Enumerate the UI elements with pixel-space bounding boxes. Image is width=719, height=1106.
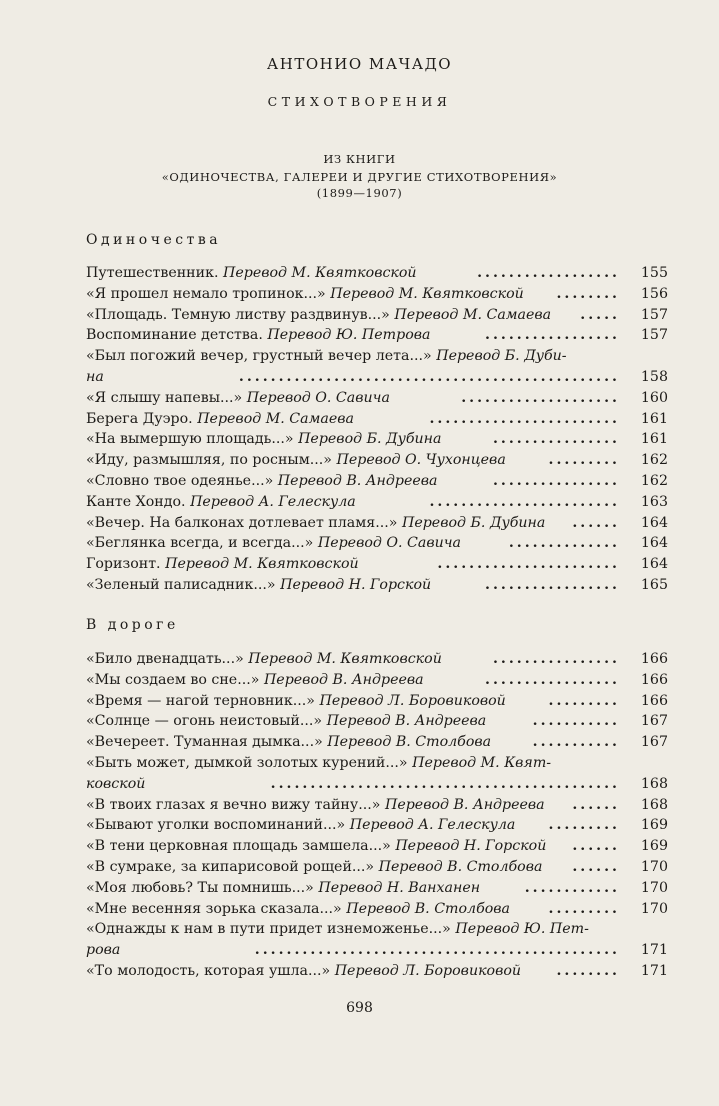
poem-title: «Бывают уголки воспоминаний...» — [86, 817, 346, 834]
poem-title: «В твоих глазах я вечно вижу тайну...» — [86, 796, 381, 813]
poem-title: «Быть может, дымкой золотых курений...» — [86, 755, 408, 771]
translator-credit: Перевод В. Андреева — [384, 796, 545, 813]
leader-dots: ................ — [492, 473, 620, 489]
poem-title: «Солнце — огонь неистовый...» — [86, 713, 323, 730]
translator-credit: Перевод Б. Дуби- — [436, 348, 567, 365]
poem-title: «Вечер. На балконах дотлевает пламя...» — [86, 514, 398, 531]
toc-entry-text — [86, 731, 491, 753]
poem-title: Воспоминание детства. — [86, 327, 263, 344]
toc-entry-text — [86, 491, 356, 513]
poem-title: «То молодость, которая ушла...» — [86, 963, 331, 979]
toc-entry[interactable] — [86, 449, 668, 471]
toc-entry[interactable] — [86, 491, 668, 513]
toc-entry-text — [86, 669, 424, 691]
leader-dots: ......... — [548, 817, 620, 834]
poem-title: «Моя любовь? Ты помнишь...» — [86, 879, 314, 896]
leader-dots: .................... — [461, 389, 620, 406]
translator-credit: Перевод Л. Боровиковой — [319, 692, 506, 709]
poem-title: «В сумраке, за кипарисовой рощей...» — [86, 859, 375, 875]
toc-entry[interactable] — [86, 387, 668, 409]
toc-entry-text — [86, 532, 461, 554]
book-title: «ОДИНОЧЕСТВА, ГАЛЕРЕИ И ДРУГИЕ СТИХОТВОРЕНИЯ» — [161, 170, 558, 184]
poem-title: «Мне весенняя зорька сказала...» — [86, 900, 342, 917]
toc-entry-continuation[interactable] — [86, 773, 668, 795]
toc-entry[interactable] — [86, 690, 668, 712]
poem-title: «Площадь. Темную листву раздвинув...» — [86, 306, 390, 323]
poem-title: «Мы создаем во сне...» — [86, 671, 260, 688]
poem-title: «Время — нагой терновник...» — [86, 692, 315, 709]
toc-entry-text — [86, 408, 354, 430]
toc-entry-text — [86, 512, 545, 534]
leader-dots: ................. — [485, 577, 620, 593]
leader-dots: ........... — [532, 713, 620, 730]
toc-entry-text — [86, 262, 417, 284]
page-ref: 161 — [640, 431, 668, 448]
toc-entry[interactable] — [86, 877, 668, 899]
page-ref: 168 — [640, 796, 668, 813]
toc-entry-text — [86, 470, 437, 492]
leader-dots: ................ — [492, 651, 620, 667]
toc-entry[interactable] — [86, 856, 668, 878]
book-years: (1899—1907) — [316, 186, 403, 200]
translator-credit: Перевод М. Квят- — [412, 755, 552, 771]
translator-credit: Перевод В. Андреева — [277, 473, 438, 489]
page-ref: 160 — [640, 389, 668, 406]
toc-entry[interactable] — [86, 553, 668, 575]
poem-title: «Я слышу напевы...» — [86, 389, 243, 406]
toc-entry-text — [86, 898, 510, 920]
toc-entry-text — [86, 835, 546, 857]
toc-entry-text — [86, 553, 359, 575]
leader-dots: ......... — [548, 452, 620, 469]
leader-dots: ........ — [556, 285, 620, 302]
page-ref: 165 — [640, 577, 668, 593]
leader-dots: ................. — [485, 671, 620, 688]
toc-entry[interactable] — [86, 283, 668, 305]
page-ref: 168 — [640, 775, 668, 792]
page-ref: 164 — [640, 514, 668, 531]
translator-credit: Перевод М. Квятковской — [330, 285, 524, 302]
leader-dots: ...... — [572, 838, 620, 855]
leader-dots: ...... — [572, 514, 620, 531]
translator-credit: Перевод М. Квятковской — [248, 651, 442, 667]
page-ref: 166 — [640, 692, 668, 709]
translator-credit: Перевод В. Столбова — [327, 734, 492, 751]
toc-entry-text — [86, 856, 542, 878]
toc-entry[interactable] — [86, 408, 668, 430]
leader-dots: ......... — [548, 692, 620, 709]
author-heading: АНТОНИО МАЧАДО — [266, 55, 453, 73]
poem-title: «Словно твое одеянье...» — [86, 473, 274, 489]
toc-entry-continuation[interactable] — [86, 366, 668, 388]
toc-entry[interactable] — [86, 794, 668, 816]
translator-credit: Перевод В. Столбова — [378, 859, 543, 875]
page-ref: 161 — [640, 410, 668, 427]
toc-entry-text — [86, 710, 486, 732]
translator-credit: Перевод Ю. Пет- — [455, 921, 589, 938]
toc-entry-continuation[interactable] — [86, 939, 668, 961]
poem-title: «Беглянка всегда, и всегда...» — [86, 535, 314, 552]
page-ref: 164 — [640, 535, 668, 552]
translator-credit: Перевод Б. Дубина — [401, 514, 546, 531]
leader-dots: ........................ — [429, 493, 620, 510]
page-ref: 171 — [640, 963, 668, 979]
poem-title: «На вымершую площадь...» — [86, 431, 294, 448]
leader-dots: .............................................. — [254, 942, 620, 959]
toc-entry-text — [86, 428, 441, 450]
translator-credit-continuation: ковской — [86, 775, 146, 792]
page-ref: 166 — [640, 671, 668, 688]
translator-credit: Перевод Л. Боровиковой — [334, 963, 522, 979]
toc-entry-text — [86, 574, 431, 596]
leader-dots: ................................................ — [238, 369, 620, 385]
leader-dots: ............................................ — [270, 775, 620, 792]
toc-entry[interactable] — [86, 669, 668, 691]
translator-credit: Перевод М. Самаева — [394, 306, 552, 323]
poem-title: Берега Дуэро. — [86, 410, 193, 427]
page-ref: 155 — [640, 265, 668, 281]
toc-entry[interactable] — [86, 814, 668, 836]
toc-entry-text — [86, 324, 430, 346]
page-ref: 162 — [640, 473, 668, 489]
toc-entry[interactable] — [86, 512, 668, 534]
toc-entry[interactable] — [86, 752, 668, 774]
leader-dots: ...... — [572, 796, 620, 813]
translator-credit: Перевод Ю. Петрова — [267, 327, 431, 344]
page-ref: 169 — [640, 817, 668, 834]
toc-entry-text — [86, 345, 567, 367]
toc-entry[interactable] — [86, 918, 668, 940]
poems-heading: СТИХОТВОРЕНИЯ — [267, 94, 452, 109]
page-ref: 158 — [640, 369, 668, 385]
section-heading: В дороге — [86, 617, 179, 633]
translator-credit: Перевод О. Савича — [246, 389, 390, 406]
translator-credit: Перевод Б. Дубина — [298, 431, 442, 448]
toc-entry-text — [86, 960, 521, 982]
leader-dots: ................. — [485, 327, 620, 344]
page-ref: 170 — [640, 900, 668, 917]
translator-credit: Перевод М. Квятковской — [165, 556, 359, 573]
toc-entry-text — [86, 752, 551, 774]
poem-title: Канте Хондо. — [86, 493, 186, 510]
translator-credit-continuation: рова — [86, 942, 121, 959]
page-ref: 170 — [640, 879, 668, 896]
page-ref: 171 — [640, 942, 668, 959]
toc-entry[interactable] — [86, 345, 668, 367]
toc-entry-text — [86, 794, 545, 816]
book-source-label: ИЗ КНИГИ — [323, 152, 396, 166]
toc-entry-text — [86, 283, 524, 305]
translator-credit: Перевод М. Самаева — [197, 410, 354, 427]
page-ref: 156 — [640, 285, 668, 302]
poem-title: «Был погожий вечер, грустный вечер лета...» — [86, 348, 432, 365]
leader-dots: ........................ — [429, 410, 620, 427]
translator-credit-continuation: на — [86, 369, 104, 385]
translator-credit: Перевод М. Квятковской — [223, 265, 417, 281]
poem-title: «Иду, размышляя, по росным...» — [86, 452, 332, 469]
section-heading: Одиночества — [86, 232, 222, 248]
page-ref: 170 — [640, 859, 668, 875]
leader-dots: ................ — [492, 431, 620, 448]
toc-entry-text — [86, 918, 589, 940]
poem-title: «Било двенадцать...» — [86, 651, 244, 667]
poem-title: Путешественник. — [86, 265, 219, 281]
toc-entry[interactable] — [86, 532, 668, 554]
page-ref: 169 — [640, 838, 668, 855]
translator-credit: Перевод В. Андреева — [263, 671, 424, 688]
poem-title: «Я прошел немало тропинок...» — [86, 285, 326, 302]
translator-credit: Перевод Н. Ванханен — [318, 879, 481, 896]
leader-dots: ....................... — [437, 556, 620, 573]
leader-dots: ......... — [548, 900, 620, 917]
toc-entry[interactable] — [86, 304, 668, 326]
toc-entry[interactable] — [86, 898, 668, 920]
leader-dots: .................. — [477, 265, 620, 281]
translator-credit: Перевод В. Столбова — [346, 900, 510, 917]
toc-entry[interactable] — [86, 648, 668, 670]
toc-entry[interactable] — [86, 835, 668, 857]
toc-entry[interactable] — [86, 470, 668, 492]
leader-dots: ........... — [532, 734, 620, 751]
leader-dots: .............. — [508, 535, 620, 552]
toc-entry[interactable] — [86, 731, 668, 753]
leader-dots: ........ — [556, 963, 620, 979]
poem-title: Горизонт. — [86, 556, 161, 573]
translator-credit: Перевод О. Чухонцева — [336, 452, 506, 469]
page-ref: 164 — [640, 556, 668, 573]
toc-entry[interactable] — [86, 262, 668, 284]
toc-entry-text — [86, 690, 506, 712]
translator-credit: Перевод Н. Горской — [395, 838, 547, 855]
toc-entry-text — [86, 387, 390, 409]
toc-entry[interactable] — [86, 574, 668, 596]
poem-title: «Вечереет. Туманная дымка...» — [86, 734, 323, 751]
toc-entry[interactable] — [86, 960, 668, 982]
toc-entry-text — [86, 877, 480, 899]
toc-entry-text — [86, 648, 442, 670]
page-ref: 166 — [640, 651, 668, 667]
leader-dots: ...... — [572, 859, 620, 875]
translator-credit: Перевод А. Гелескула — [190, 493, 356, 510]
page-ref: 167 — [640, 734, 668, 751]
toc-entry[interactable] — [86, 324, 668, 346]
page-ref: 157 — [640, 306, 668, 323]
translator-credit: Перевод А. Гелескула — [349, 817, 516, 834]
poem-title: «В тени церковная площадь замшела...» — [86, 838, 391, 855]
poem-title: «Однажды к нам в пути придет изнеможенье...» — [86, 921, 451, 938]
page-ref: 162 — [640, 452, 668, 469]
toc-entry-text — [86, 449, 506, 471]
translator-credit: Перевод Н. Горской — [280, 577, 432, 593]
toc-entry-text — [86, 814, 515, 836]
leader-dots: ............ — [524, 879, 620, 896]
toc-entry[interactable] — [86, 428, 668, 450]
toc-entry-text — [86, 304, 551, 326]
translator-credit: Перевод О. Савича — [317, 535, 462, 552]
toc-entry[interactable] — [86, 710, 668, 732]
page-ref: 157 — [640, 327, 668, 344]
page-number: 698 — [346, 1000, 373, 1016]
page-ref: 167 — [640, 713, 668, 730]
page-ref: 163 — [640, 493, 668, 510]
leader-dots: ..... — [580, 306, 620, 323]
poem-title: «Зеленый палисадник...» — [86, 577, 276, 593]
translator-credit: Перевод В. Андреева — [326, 713, 487, 730]
